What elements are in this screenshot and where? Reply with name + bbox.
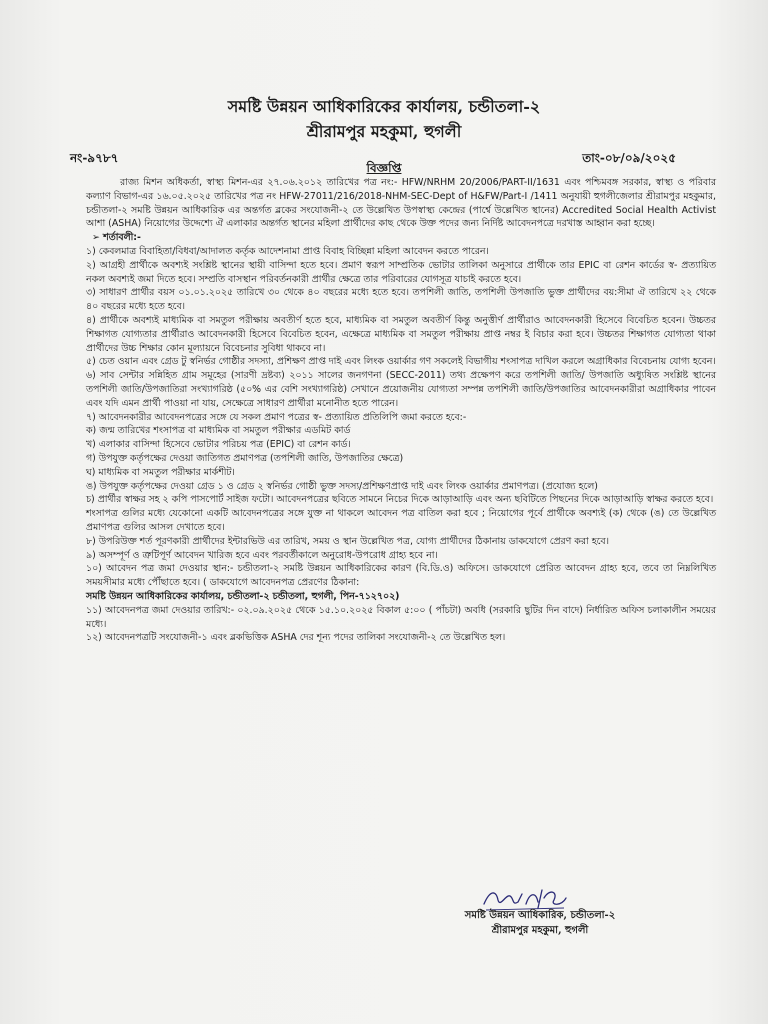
- office-title: সমষ্টি উন্নয়ন আধিকারিকের কার্যালয়, চন্ডীতলা-২: [227, 97, 541, 116]
- condition-item: ৭) আবেদনকারীর আবেদনপত্রের সঙ্গে যে সকল প্রমাণ পত্রের স্ব- প্রত্যায়িত প্রতিলিপি জমা করতে হবে:-: [86, 411, 467, 423]
- memo-number: নং-৯৭৮৭: [70, 151, 119, 165]
- condition-item: ১১) আবেদনপত্র জমা দেওয়ার তারিখ:- ০২.০৯.২০২৫ থেকে ১৫.১০.২০২৫ বিকাল ৫:০০ ( পাঁচটা) অবধি (সরকারি ছুটির দিন বাদে) নির্ধারিত অফিস চলাকালীন সময়ের মধ্যে।: [86, 604, 716, 630]
- document-item: গ) উপযুক্ত কর্তৃপক্ষের দেওয়া জাতিগত প্রমাণপত্র (তপশিলী জাতি, উপজাতির ক্ষেত্রে): [86, 452, 404, 464]
- condition-item: ৯) অসম্পূর্ণ ও ত্রুটিপূর্ণ আবেদন খারিজ হবে এবং পরবর্তীকালে অনুরোধ-উপরোধ গ্রাহ্য হবে না।: [86, 549, 438, 561]
- memo-date: তাং-০৮/০৯/২০২৫: [582, 151, 676, 165]
- document-note: শংসাপত্র গুলির মধ্যে যেকোনো একটি আবেদনপত্রের সঙ্গে যুক্ত না থাকলে আবেদন পত্র বাতিল করা হবে ; নিয়োগের পূর্বে প্রার্থীকে অবশ্যই (ক) থেকে (ঙ) তে উল্লেখিত প্রমাণপত্র গুলির আসল দেখাতে হবে।: [86, 508, 716, 533]
- document-item: চ) প্রার্থীর স্বাক্ষর সহ ২ কপি পাসপোর্ট সাইজ ফটো। আবেদনপত্রের ছবিতে সামনে নিচের দিকে আড়াআড়ি এবং অন্য ছবিটিতে পিছনের দিকে আড়াআড়ি স্বাক্ষর করতে হবে।: [86, 494, 714, 506]
- intro-paragraph: রাজ্য মিশন অধিকর্তা, স্বাস্থ্য মিশন-এর ২৭.০৬.২০১২ তারিখের পত্র নং:- HFW/NRHM 20/2006/PART-II/1631 এবং পশ্চিমবঙ্গ সরকার, স্বাস্থ্য ও পরিবার কল্যাণ বিভাগ-এর ১৬.০৫.২০২৫ তারিখের পত্র নং HFW-27011/216/2018-NHM-SEC-Dept of H&FW/Part-I /1411 অনুযায়ী হুগলীজেলার শ্রীরামপুর মহকুমার, চন্ডীতলা-২ সমষ্টি উন্নয়ন আধিকারিক এর অন্তর্গত ব্লকের সংযোজনী-২ তে উল্লেখিত উপস্বাস্থ্য কেন্দ্রের (পার্শ্বে উল্লেখিত স্থানের) Accredited Social Health Activist আশা (ASHA) নিয়োগের উদ্দেশ্যে ঐ এলাকার অন্তর্গত স্থানের মহিলা প্রার্থীদের কাছ থেকে উক্ত পদের জন্য নির্দিষ্ট আবেদনপত্রে দরখাস্ত আহ্বান করা হচ্ছে।: [86, 177, 716, 230]
- condition-item: ৫) চেত ওয়ান এবং গ্রেড টু স্বনির্ভর গোষ্ঠীর সদস্যা, প্রশিক্ষণ প্রাপ্ত দাই এবং লিংক ওয়ার্কার গণ সকলেই বিভাগীয় শংসাপত্র দাখিল করলে অগ্রাধিকার বিবেচনায় যোগ্য হবেন।: [86, 356, 716, 368]
- condition-item: ১২) আবেদনপত্রটি সংযোজনী-১ এবং ব্লকভিত্তিক ASHA দের শূন্য পদের তালিকা সংযোজনী-২ তে উল্লেখিত হল।: [86, 632, 506, 644]
- condition-item: ১০) আবেদন পত্র জমা দেওয়ার স্থান:- চন্ডীতলা-২ সমষ্টি উন্নয়ন আধিকারিকের কারণ (বি.ডি.ও) অফিসে। ডাকযোগে প্রেরিত আবেদন গ্রাহ্য হবে, তবে তা নিম্নলিখিত সময়সীমার মধ্যে পৌঁছাতে হবে। ( ডাকযোগে আবেদনপত্র প্রেরণের ঠিকানা:: [86, 563, 716, 589]
- postal-address: সমষ্টি উন্নয়ন আধিকারিকের কার্যালয়, চন্ডীতলা-২ চন্ডীতলা, হুগলী, পিন-৭১২৭০২): [86, 590, 400, 602]
- signatory-designation: সমষ্টি উন্নয়ন আধিকারিক, চন্ডীতলা-২: [464, 910, 616, 921]
- signatory-subdivision: শ্রীরামপুর মহকুমা, হুগলী: [491, 925, 589, 936]
- condition-item: ৬) সাব সেন্টার সন্নিহিত গ্রাম সমূহের (সারণী দ্রষ্টব্য) ২০১১ সালের জনগণনা (SECC-2011) তথ্য প্রক্ষেপণ করে তপশিলী জাতি/ উপজাতি অধ্যুষিত সংশ্লিষ্ট স্থানের তপশিলী জাতি/উপজাতিরা সংখ্যাগরিষ্ঠ (৫০% এর বেশি সংখ্যাগরিষ্ঠ) সেখানে প্রয়োজনীয় যোগ্যতা সম্পন্ন তপশিলী জাতি/উপজাতির আবেদনকারীরা অগ্রাধিকার পাবেন এবং যদি এমন প্রার্থী পাওয়া না যায়, সেক্ষেত্রে সাধারণ প্রার্থীরা মনোনীত হতে পারেন।: [86, 370, 716, 409]
- document-item: ক) জন্ম তারিখের শংসাপত্র বা মাধ্যমিক বা সমতুল পরীক্ষার এডমিট কার্ড: [86, 425, 351, 437]
- condition-item: ৩) সাধারণ প্রার্থীর বয়স ০১.০১.২০২৫ তারিখে ৩০ থেকে ৪০ বছরের মধ্যে হতে হবে। তপশিলী জাতি, তপশিলী উপজাতি ভুক্ত প্রার্থীদের বয়:সীমা ঐ তারিখে ২২ থেকে ৪০ বছরের মধ্যে হতে হবে।: [86, 287, 716, 313]
- notice-body: [86, 176, 716, 645]
- notice-heading: বিজ্ঞপ্তি: [366, 161, 402, 175]
- document-item: ঙ) উপযুক্ত কর্তৃপক্ষের দেওয়া গ্রেড ১ ও গ্রেড ২ স্বনির্ভর গোষ্ঠী ভুক্ত সদস্য/প্রশিক্ষণপ্রাপ্ত দাই এবং লিংক ওয়ার্কার প্রমাণপত্র। (প্রযোজ্য হলে): [86, 480, 598, 492]
- conditions-heading: ➢ শর্তাবলী:-: [92, 232, 141, 244]
- condition-item: ৪) প্রার্থীকে অবশ্যই মাধ্যমিক বা সমতুল পরীক্ষায় অবতীর্ণ হতে হবে, মাধ্যমিক বা সমতুল অবতীর্ণ কিন্তু অনুত্তীর্ণ প্রার্থীরাও আবেদনকারী হিসেবে বিবেচিত হবেন। উচ্চতর শিক্ষাগত যোগ্যতার প্রার্থীরাও আবেদনকারী হিসেবে বিবেচিত হবেন, এক্ষেত্রে মাধ্যমিক বা সমতুল পরীক্ষায় প্রাপ্ত নম্বর ই বিচার করা হবে। উচ্চতর শিক্ষাগত যোগ্যতা থাকা প্রার্থীদের উচ্চ শিক্ষার কোন মূল্যায়নে বিবেচনার সুবিধা থাকবে না।: [86, 314, 716, 354]
- condition-item: ২) আগ্রহী প্রার্থীকে অবশ্যই সংশ্লিষ্ট স্থানের স্থায়ী বাসিন্দা হতে হবে। প্রমাণ স্বরূপ সাম্প্রতিক ভোটার তালিকা অনুসারে প্রার্থীকে তার EPIC বা রেশন কার্ডের স্ব- প্রত্যায়িত নকল অবশ্যই জমা দিতে হবে। সম্প্রতি বাসস্থান পরিবর্তনকারী প্রার্থীর ক্ষেত্রে তার পরিবারের যোগসূত্র যাচাই করতে হবে।: [86, 259, 716, 285]
- condition-item: ৮) উপরিউক্ত শর্ত পূরণকারী প্রার্থীদের ইন্টারভিউ এর তারিখ, সময় ও স্থান উল্লেখিত পত্র, যোগ্য প্রার্থীদের ঠিকানায় ডাকযোগে প্রেরণ করা হবে।: [86, 535, 609, 547]
- document-item: খ) এলাকার বাসিন্দা হিসেবে ভোটার পরিচয় পত্র (EPIC) বা রেশন কার্ড।: [86, 439, 351, 451]
- condition-item: ১) কেবলমাত্র বিবাহিতা/বিধবা/আদালত কর্তৃক আদেশনামা প্রাপ্ত বিবাহ বিচ্ছিন্না মহিলা আবেদন করতে পারেন।: [86, 245, 489, 257]
- document-item: ঘ) মাধ্যমিক বা সমতুল পরীক্ষার মার্কশীট।: [86, 466, 235, 478]
- signature-block: [420, 908, 660, 938]
- office-subdivision: শ্রীরামপুর মহকুমা, হুগলী: [306, 122, 462, 141]
